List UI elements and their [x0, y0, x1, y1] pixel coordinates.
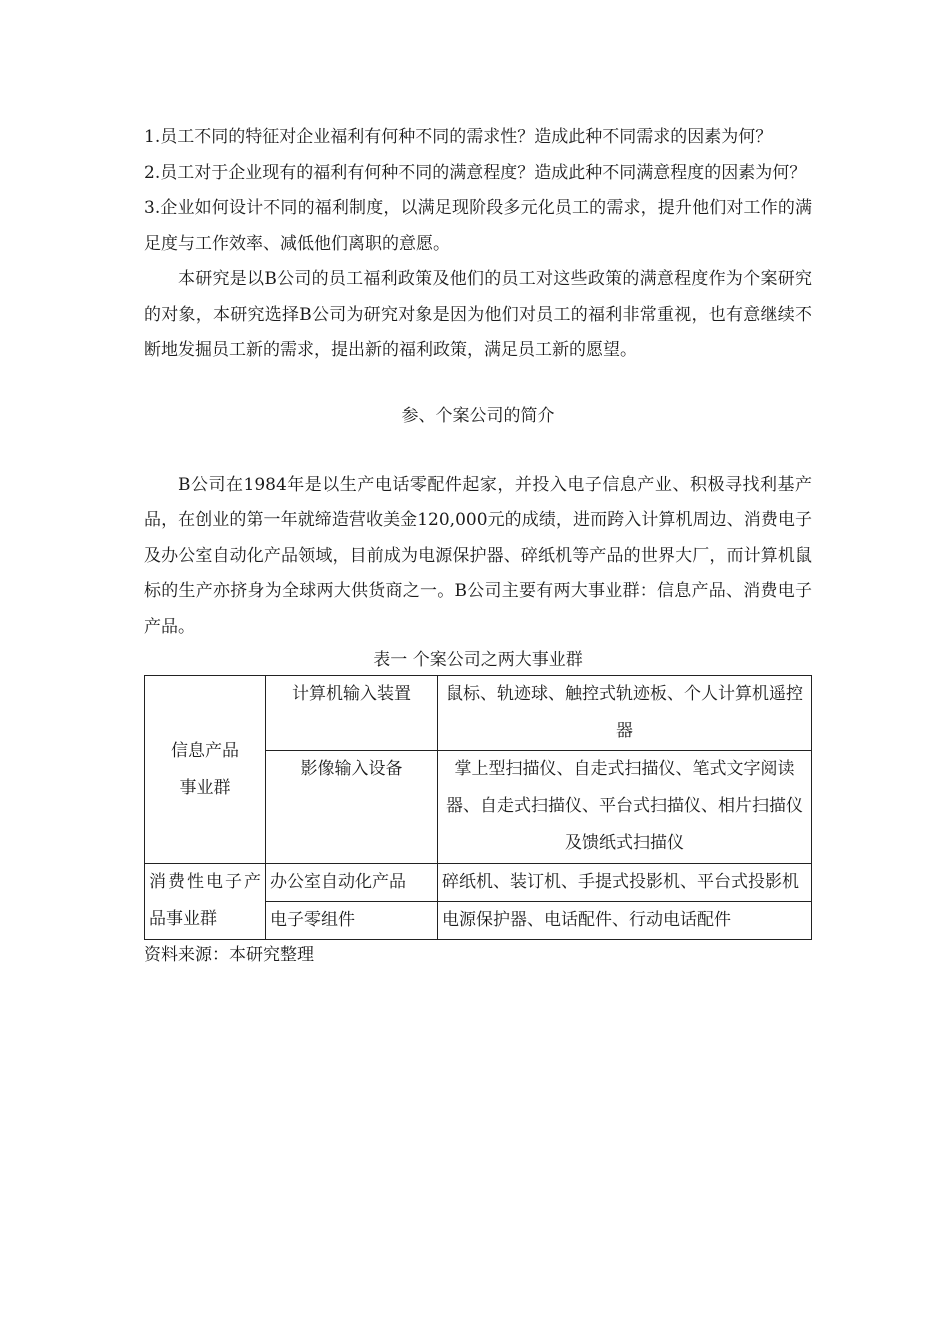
group-name-info	[145, 676, 266, 864]
table-row	[145, 676, 812, 751]
document-page	[144, 120, 812, 970]
products-cell: 掌上型扫描仪、自走式扫描仪、笔式文字阅读器、自走式扫描仪、平台式扫描仪、相片扫描仪及馈纸式扫描仪	[438, 751, 812, 864]
products-cell: 鼠标、轨迹球、触控式轨迹板、个人计算机遥控器	[438, 676, 812, 751]
products-cell: 碎纸机、装订机、手提式投影机、平台式投影机	[438, 864, 812, 902]
table-row	[145, 864, 812, 902]
research-paragraph: 本研究是以B公司的员工福利政策及他们的员工对这些政策的满意程度作为个案研究的对象，本研究选择B公司为研究对象是因为他们对员工的福利非常重视，也有意继续不断地发掘员工新的需求，提出新的福利政策，满足员工新的愿望。	[144, 269, 812, 360]
question-2: 2.员工对于企业现有的福利有何种不同的满意程度？造成此种不同满意程度的因素为何？	[144, 162, 807, 183]
category-cell: 计算机输入装置	[266, 676, 438, 751]
products-cell: 电源保护器、电话配件、行动电话配件	[438, 902, 812, 940]
group-name-line2: 事业群	[179, 777, 231, 798]
question-3: 3.企业如何设计不同的福利制度，以满足现阶段多元化员工的需求，提升他们对工作的满足度与工作效率、减低他们离职的意愿。	[144, 198, 812, 254]
table-caption: 表一 个案公司之两大事业群	[373, 650, 583, 670]
category-cell: 影像输入设备	[266, 751, 438, 864]
table-source: 资料来源：本研究整理	[144, 945, 314, 965]
question-1: 1.员工不同的特征对企业福利有何种不同的需求性？造成此种不同需求的因素为何？	[144, 127, 773, 147]
group-name-line1: 信息产品	[171, 740, 239, 761]
category-cell: 电子零组件	[266, 902, 438, 940]
category-cell: 办公室自动化产品	[266, 864, 438, 902]
section-title: 参、个案公司的简介	[401, 405, 555, 426]
company-paragraph: B公司在1984年是以生产电话零配件起家，并投入电子信息产业、积极寻找利基产品，在创业的第一年就缔造营收美金120,000元的成绩，进而跨入计算机周边、消费电子及办公室自动化产品领域，目前成为电源保护器、碎纸机等产品的世界大厂，而计算机鼠标的生产亦挤身为全球两大供货商之一。B公司主要有两大事业群：信息产品、消费电子产品。	[144, 474, 812, 637]
group-name-consumer: 消费性电子产品事业群	[145, 864, 266, 940]
business-groups-table	[144, 675, 812, 940]
